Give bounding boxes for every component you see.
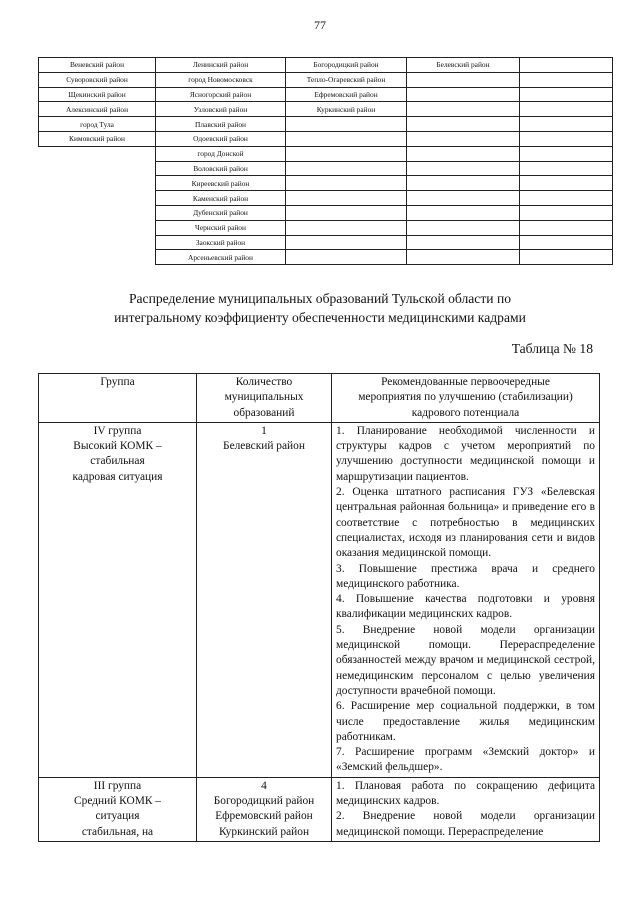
district-cell bbox=[39, 220, 156, 235]
district-cell bbox=[520, 235, 613, 250]
district-cell bbox=[39, 250, 156, 265]
district-cell bbox=[407, 220, 520, 235]
district-cell bbox=[520, 220, 613, 235]
table-row bbox=[39, 422, 600, 777]
cell-measures bbox=[332, 422, 600, 777]
district-cell bbox=[39, 161, 156, 176]
district-cell: Арсеньевский район bbox=[156, 250, 286, 265]
district-cell bbox=[407, 191, 520, 206]
district-cell bbox=[407, 250, 520, 265]
measure-item: 3. Повышение престижа врача и среднего медицинского работника. bbox=[336, 562, 595, 590]
district-cell bbox=[407, 87, 520, 102]
count-line: 4 bbox=[261, 779, 267, 792]
district-cell bbox=[286, 117, 407, 132]
group-line: III группа bbox=[93, 779, 142, 792]
heading-line-1: Распределение муниципальных образований Тульской области по bbox=[128, 291, 512, 306]
district-cell: Плавский район bbox=[156, 117, 286, 132]
district-cell: Узловский район bbox=[156, 102, 286, 117]
count-line: Ефремовский район bbox=[215, 810, 313, 823]
page-number: 77 bbox=[314, 18, 326, 32]
district-cell: Заокский район bbox=[156, 235, 286, 250]
district-cell: Богородицкий район bbox=[286, 58, 407, 73]
measure-item: 1. Планирование необходимой численности и структуры кадров с учетом мероприятий по улучшению доступности медицинской помощи и маршрутизации пациентов. bbox=[336, 424, 595, 483]
district-cell bbox=[286, 146, 407, 161]
district-row bbox=[39, 205, 613, 220]
district-cell bbox=[407, 235, 520, 250]
district-cell: Тепло-Огаревский район bbox=[286, 72, 407, 87]
district-cell bbox=[407, 102, 520, 117]
district-cell bbox=[520, 250, 613, 265]
count-line: Белевский район bbox=[223, 440, 305, 453]
group-line: ситуация bbox=[95, 810, 140, 823]
measure-item: 4. Повышение качества подготовки и уровня квалификации медицинских кадров. bbox=[336, 593, 595, 621]
cell-count bbox=[197, 777, 332, 841]
district-cell: Ефремовский район bbox=[286, 87, 407, 102]
table-row bbox=[39, 777, 600, 841]
header-line: муниципальных bbox=[224, 391, 304, 404]
header-line: Рекомендованные первоочередные bbox=[381, 376, 550, 388]
table-label: Таблица № 18 bbox=[511, 341, 593, 356]
district-cell bbox=[520, 146, 613, 161]
district-cell bbox=[286, 205, 407, 220]
heading-line-2: интегральному коэффициенту обеспеченности медицинскими кадрами bbox=[114, 310, 526, 325]
cell-group bbox=[39, 422, 197, 777]
district-cell bbox=[520, 72, 613, 87]
count-line: Куркинский район bbox=[218, 825, 310, 838]
district-cell: Каменский район bbox=[156, 191, 286, 206]
group-line: кадровая ситуация bbox=[72, 470, 163, 483]
district-row bbox=[39, 131, 613, 146]
measure-item: 6. Расширение мер социальной поддержки, в том числе предоставление жилья медицинским работникам. bbox=[336, 700, 595, 743]
section-heading bbox=[60, 289, 580, 327]
district-cell: Кимовский район bbox=[39, 131, 156, 146]
district-row bbox=[39, 72, 613, 87]
district-cell bbox=[407, 72, 520, 87]
cell-group bbox=[39, 777, 197, 841]
district-cell bbox=[520, 87, 613, 102]
district-cell: город Тула bbox=[39, 117, 156, 132]
measure-item: 7. Расширение программ «Земский доктор» и «Земский фельдшер». bbox=[336, 746, 595, 774]
group-line: Высокий КОМК – bbox=[73, 440, 162, 453]
district-cell: город Новомосковск bbox=[156, 72, 286, 87]
group-line: стабильная bbox=[90, 455, 145, 468]
districts-table bbox=[38, 57, 613, 265]
header-line: Группа bbox=[100, 376, 135, 388]
district-cell bbox=[286, 220, 407, 235]
group-line: IV группа bbox=[93, 424, 142, 437]
district-cell bbox=[39, 205, 156, 220]
cell-count bbox=[197, 422, 332, 777]
district-cell bbox=[407, 117, 520, 132]
district-cell bbox=[286, 250, 407, 265]
district-cell: Куркинский район bbox=[286, 102, 407, 117]
district-cell bbox=[286, 131, 407, 146]
district-cell bbox=[286, 161, 407, 176]
district-cell bbox=[39, 191, 156, 206]
district-cell bbox=[407, 176, 520, 191]
district-row bbox=[39, 161, 613, 176]
district-cell bbox=[520, 131, 613, 146]
cell-measures bbox=[332, 777, 600, 841]
header-line: мероприятия по улучшению (стабилизации) bbox=[358, 391, 573, 404]
district-cell: Белевский район bbox=[407, 58, 520, 73]
header-line: образований bbox=[233, 406, 295, 419]
district-cell: Ясногорский район bbox=[156, 87, 286, 102]
district-row bbox=[39, 250, 613, 265]
header-line: Количество bbox=[235, 376, 293, 388]
district-row bbox=[39, 102, 613, 117]
district-cell bbox=[407, 205, 520, 220]
district-cell: Суворовский район bbox=[39, 72, 156, 87]
district-cell: Алексинский район bbox=[39, 102, 156, 117]
count-line: 1 bbox=[261, 424, 267, 437]
district-row bbox=[39, 220, 613, 235]
district-cell bbox=[407, 131, 520, 146]
district-cell bbox=[520, 205, 613, 220]
measure-item: 2. Оценка штатного расписания ГУЗ «Белевская центральная районная больница» и приведение его в соответствие с потребностью в медицинских специалистах, исходя из планирования сети и видов оказания медицинской помощи. bbox=[336, 486, 595, 560]
district-row bbox=[39, 58, 613, 73]
district-cell: город Донской bbox=[156, 146, 286, 161]
district-row bbox=[39, 235, 613, 250]
district-row bbox=[39, 191, 613, 206]
district-cell: Веневский район bbox=[39, 58, 156, 73]
district-cell bbox=[286, 191, 407, 206]
header-measures bbox=[332, 374, 600, 423]
district-cell bbox=[286, 176, 407, 191]
district-cell bbox=[407, 146, 520, 161]
district-cell bbox=[520, 176, 613, 191]
header-count bbox=[197, 374, 332, 423]
district-cell: Одоевский район bbox=[156, 131, 286, 146]
district-cell: Киреевский район bbox=[156, 176, 286, 191]
header-line: кадрового потенциала bbox=[411, 406, 520, 419]
measure-item: 1. Плановая работа по сокращению дефицита медицинских кадров. bbox=[336, 779, 595, 808]
measure-item: 2. Внедрение новой модели организации медицинской помощи. Перераспределение bbox=[336, 810, 595, 838]
group-line: стабильная, на bbox=[81, 825, 154, 838]
header-group bbox=[39, 374, 197, 423]
district-cell: Ленинский район bbox=[156, 58, 286, 73]
district-cell bbox=[407, 161, 520, 176]
district-cell bbox=[520, 117, 613, 132]
district-row bbox=[39, 117, 613, 132]
district-cell: Щекинский район bbox=[39, 87, 156, 102]
measures-table bbox=[38, 373, 600, 842]
district-cell bbox=[39, 176, 156, 191]
district-cell bbox=[39, 235, 156, 250]
group-line: Средний КОМК – bbox=[74, 795, 161, 808]
district-cell: Чернский район bbox=[156, 220, 286, 235]
district-cell: Воловский район bbox=[156, 161, 286, 176]
district-cell bbox=[520, 58, 613, 73]
district-row bbox=[39, 146, 613, 161]
district-cell bbox=[286, 235, 407, 250]
table-header-row bbox=[39, 374, 600, 423]
district-cell bbox=[39, 146, 156, 161]
count-line: Богородицкий район bbox=[213, 795, 315, 808]
district-row bbox=[39, 87, 613, 102]
district-cell: Дубенский район bbox=[156, 205, 286, 220]
district-cell bbox=[520, 161, 613, 176]
district-cell bbox=[520, 102, 613, 117]
district-cell bbox=[520, 191, 613, 206]
district-row bbox=[39, 176, 613, 191]
measure-item: 5. Внедрение новой модели организации медицинской помощи. Перераспределение обязанностей между врачом и медицинской сестрой, немедицинским персоналом с целью увеличения доступности врачебной помощи. bbox=[336, 623, 595, 697]
